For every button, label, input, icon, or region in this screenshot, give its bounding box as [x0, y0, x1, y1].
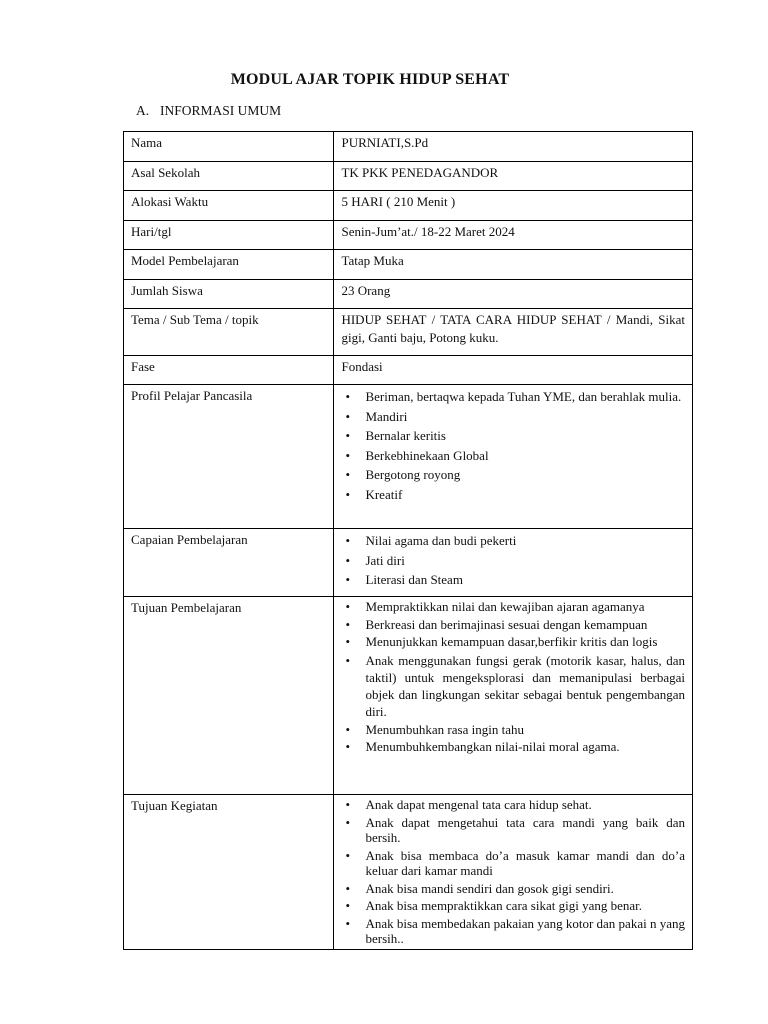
row-value: 23 Orang [334, 280, 693, 309]
row-label: Tujuan Kegiatan [124, 795, 334, 950]
table-row [124, 132, 693, 162]
document-title: MODUL AJAR TOPIK HIDUP SEHAT [230, 71, 510, 88]
list-item: • Mandiri [341, 407, 685, 427]
list-item: • Berkebhinekaan Global [341, 446, 685, 466]
list-item: • Bergotong royong [341, 465, 685, 485]
row-value [334, 529, 693, 597]
list-item: • Anak bisa mempraktikkan cara sikat gigi yang benar. [341, 898, 685, 914]
bullet-list [341, 599, 685, 755]
row-value [334, 385, 693, 529]
row-label: Hari/tgl [124, 221, 334, 250]
list-item: • Kreatif [341, 485, 685, 505]
row-label: Asal Sekolah [124, 162, 334, 191]
row-value: HIDUP SEHAT / TATA CARA HIDUP SEHAT / Mandi, Sikat gigi, Ganti baju, Potong kuku. [334, 309, 693, 356]
section-heading [136, 103, 281, 119]
row-label: Nama [124, 132, 334, 162]
table-row [124, 250, 693, 280]
list-item: • Berkreasi dan berimajinasi sesuai dengan kemampuan [341, 617, 685, 633]
bullet-list [341, 531, 685, 590]
table-row [124, 191, 693, 221]
row-value: Tatap Muka [334, 250, 693, 280]
table-row [124, 529, 693, 597]
list-item: • Anak dapat mengetahui tata cara mandi yang baik dan bersih. [341, 815, 685, 846]
table-row [124, 280, 693, 309]
table-row [124, 356, 693, 385]
row-value [334, 795, 693, 950]
list-item: • Beriman, bertaqwa kepada Tuhan YME, dan berahlak mulia. [341, 387, 685, 407]
list-item: • Menunjukkan kemampuan dasar,berfikir kritis dan logis [341, 634, 685, 650]
list-item: • Literasi dan Steam [341, 570, 685, 590]
list-item: • Anak dapat mengenal tata cara hidup sehat. [341, 797, 685, 813]
row-label: Alokasi Waktu [124, 191, 334, 221]
list-item: • Anak bisa membaca do’a masuk kamar mandi dan do’a keluar dari kamar mandi [341, 848, 685, 879]
list-item: • Anak bisa mandi sendiri dan gosok gigi sendiri. [341, 881, 685, 897]
row-value: Fondasi [334, 356, 693, 385]
table-row [124, 795, 693, 950]
row-label: Profil Pelajar Pancasila [124, 385, 334, 529]
table-row [124, 385, 693, 529]
info-table [123, 131, 693, 950]
list-item: • Nilai agama dan budi pekerti [341, 531, 685, 551]
row-label: Jumlah Siswa [124, 280, 334, 309]
table-row [124, 309, 693, 356]
row-value [334, 597, 693, 795]
row-value: TK PKK PENEDAGANDOR [334, 162, 693, 191]
table-row [124, 162, 693, 191]
row-value: Senin-Jum’at./ 18-22 Maret 2024 [334, 221, 693, 250]
bullet-list [341, 797, 685, 947]
row-label: Model Pembelajaran [124, 250, 334, 280]
table-row [124, 221, 693, 250]
list-item: • Bernalar keritis [341, 426, 685, 446]
row-label: Capaian Pembelajaran [124, 529, 334, 597]
section-label: INFORMASI UMUM [160, 103, 282, 118]
list-item: • Anak bisa membedakan pakaian yang kotor dan pakai n yang bersih.. [341, 916, 685, 947]
list-item: • Anak menggunakan fungsi gerak (motorik kasar, halus, dan taktil) untuk mengeksplorasi dan memanipulasi berbagai objek dan lingkungan sekitar sebagai bentuk pengembangan diri. [341, 652, 685, 720]
list-item: • Menumbuhkembangkan nilai-nilai moral agama. [341, 739, 685, 755]
list-item: • Menumbuhkan rasa ingin tahu [341, 722, 685, 738]
row-value: PURNIATI,S.Pd [334, 132, 693, 162]
list-item: • Mempraktikkan nilai dan kewajiban ajaran agamanya [341, 599, 685, 615]
row-label: Tema / Sub Tema / topik [124, 309, 334, 356]
row-label: Fase [124, 356, 334, 385]
section-number: A. [136, 103, 150, 118]
bullet-list [341, 387, 685, 504]
row-label: Tujuan Pembelajaran [124, 597, 334, 795]
list-item: • Jati diri [341, 551, 685, 571]
table-row [124, 597, 693, 795]
row-value: 5 HARI ( 210 Menit ) [334, 191, 693, 221]
